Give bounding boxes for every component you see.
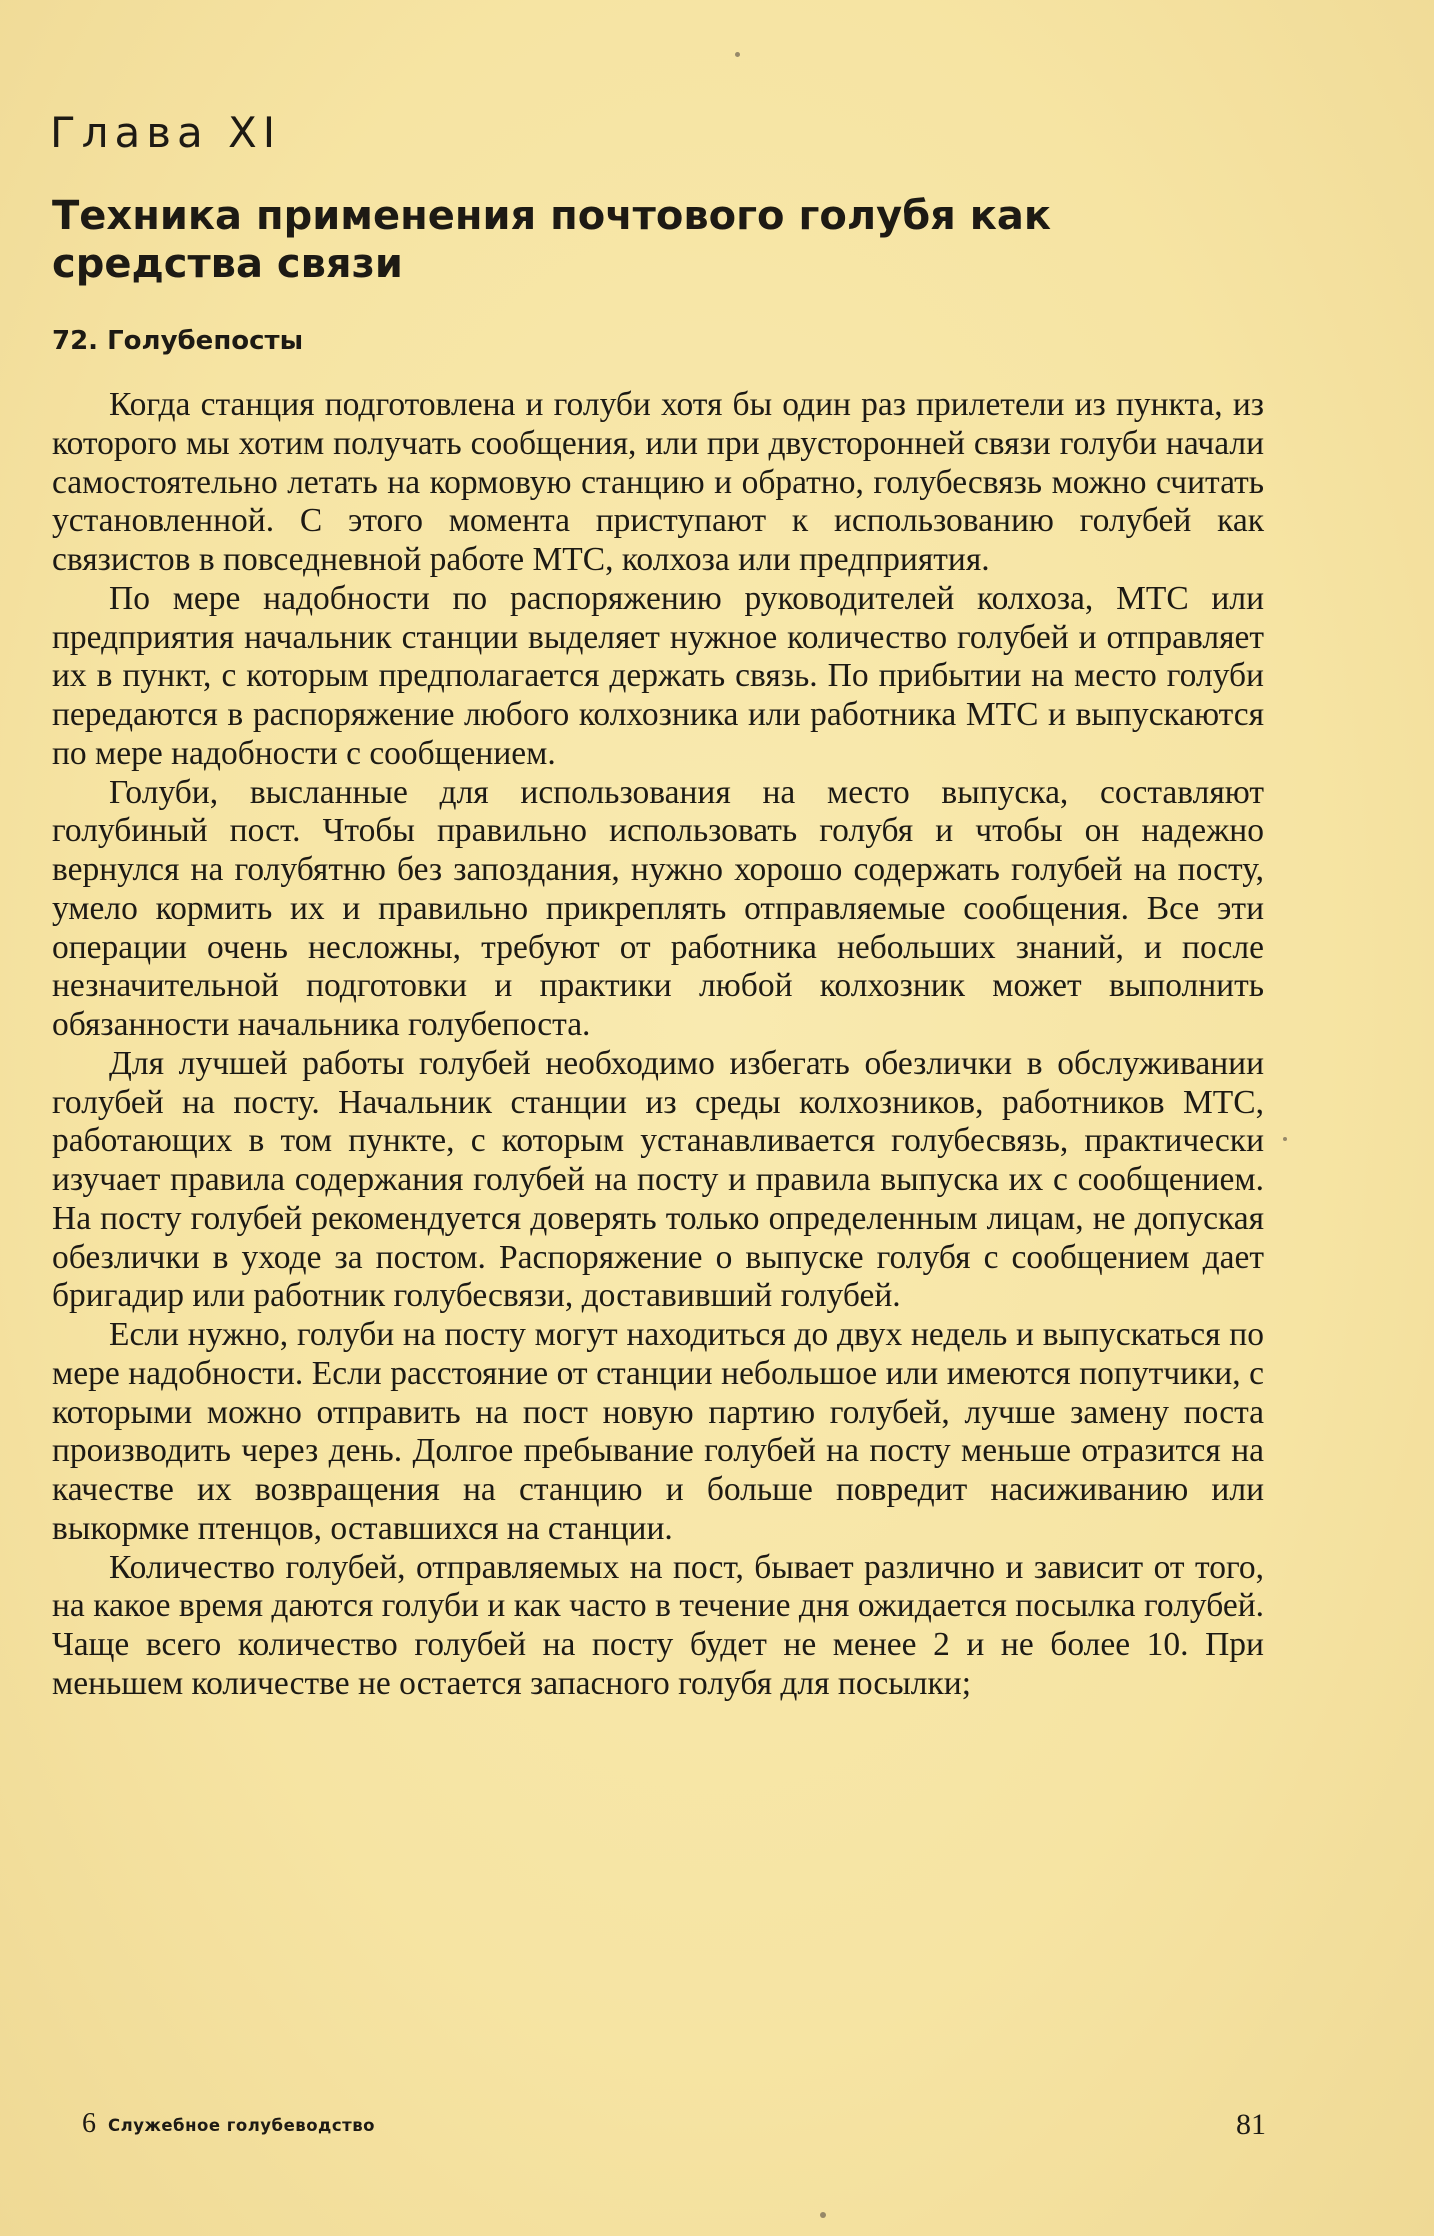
- paragraph: Голуби, высланные для использования на место выпуска, составляют голубиный пост. Чтобы правильно использовать голубя и чтобы он надежно вернулся на голубятню без запоздания, нужно хорошо содержать голубей на посту, умело кормить их и правильно прикреплять отправляемые сообщения. Все эти операции очень несложны, требуют от работника небольших знаний, и после незначительной подготовки и практики любой колхозник может выполнить обязанности начальника голубепоста.: [52, 773, 1264, 1043]
- section-heading: 72. Голубепосты: [52, 326, 304, 356]
- chapter-title: Техника применения почтового голубя как средства связи: [52, 193, 1052, 287]
- ink-speck: [735, 52, 740, 57]
- ink-speck: [1283, 1137, 1287, 1141]
- signature-mark: 6: [82, 2108, 96, 2139]
- ink-speck: [820, 2212, 826, 2218]
- paragraph: Количество голубей, отправляемых на пост, бывает различно и зависит от того, на какое время даются голуби и как часто в течение дня ожидается посылка голубей. Чаще всего количество голубей на посту будет не менее 2 и не более 10. При меньшем количестве не остается запасного голубя для посылки;: [52, 1548, 1264, 1702]
- body-text: [52, 386, 1264, 1704]
- book-title: Служебное голубеводство: [108, 2116, 375, 2135]
- paragraph: По мере надобности по распоряжению руководителей колхоза, МТС или предприятия начальник станции выделяет нужное количество голубей и отправляет их в пункт, с которым предполагается держать связь. По прибытии на место голуби передаются в распоряжение любого колхозника или работника МТС и выпускаются по мере надобности с сообщением.: [52, 579, 1264, 772]
- paragraph: Если нужно, голуби на посту могут находиться до двух недель и выпускаться по мере надобности. Если расстояние от станции небольшое или имеются попутчики, с которыми можно отправить на пост новую партию голубей, лучше замену поста производить через день. Долгое пребывание голубей на посту меньше отразится на качестве их возвращения на станцию и больше повредит насиживанию или выкормке птенцов, оставшихся на станции.: [52, 1316, 1264, 1547]
- paragraph: Для лучшей работы голубей необходимо избегать обезлички в обслуживании голубей на посту. Начальник станции из среды колхозников, работников МТС, работающих в том пункте, с которым устанавливается голубесвязь, практически изучает правила содержания голубей на посту и правила выпуска их с сообщением. На посту голубей рекомендуется доверять только определенным лицам, не допуская обезлички в уходе за постом. Распоряжение о выпуске голубя с сообщением дает бригадир или работник голубесвязи, доставивший голубей.: [52, 1044, 1264, 1315]
- page-number: 81: [1236, 2108, 1266, 2141]
- page-footer: [82, 2108, 1266, 2148]
- paragraph: Когда станция подготовлена и голуби хотя бы один раз прилетели из пункта, из которого мы хотим получать сообщения, или при двусторонней связи голуби начали самостоятельно летать на кормовую станцию и обратно, голубесвязь можно считать установленной. С этого момента приступают к использованию голубей как связистов в повседневной работе МТС, колхоза или предприятия.: [52, 386, 1264, 578]
- chapter-heading: Глава XI: [50, 108, 282, 157]
